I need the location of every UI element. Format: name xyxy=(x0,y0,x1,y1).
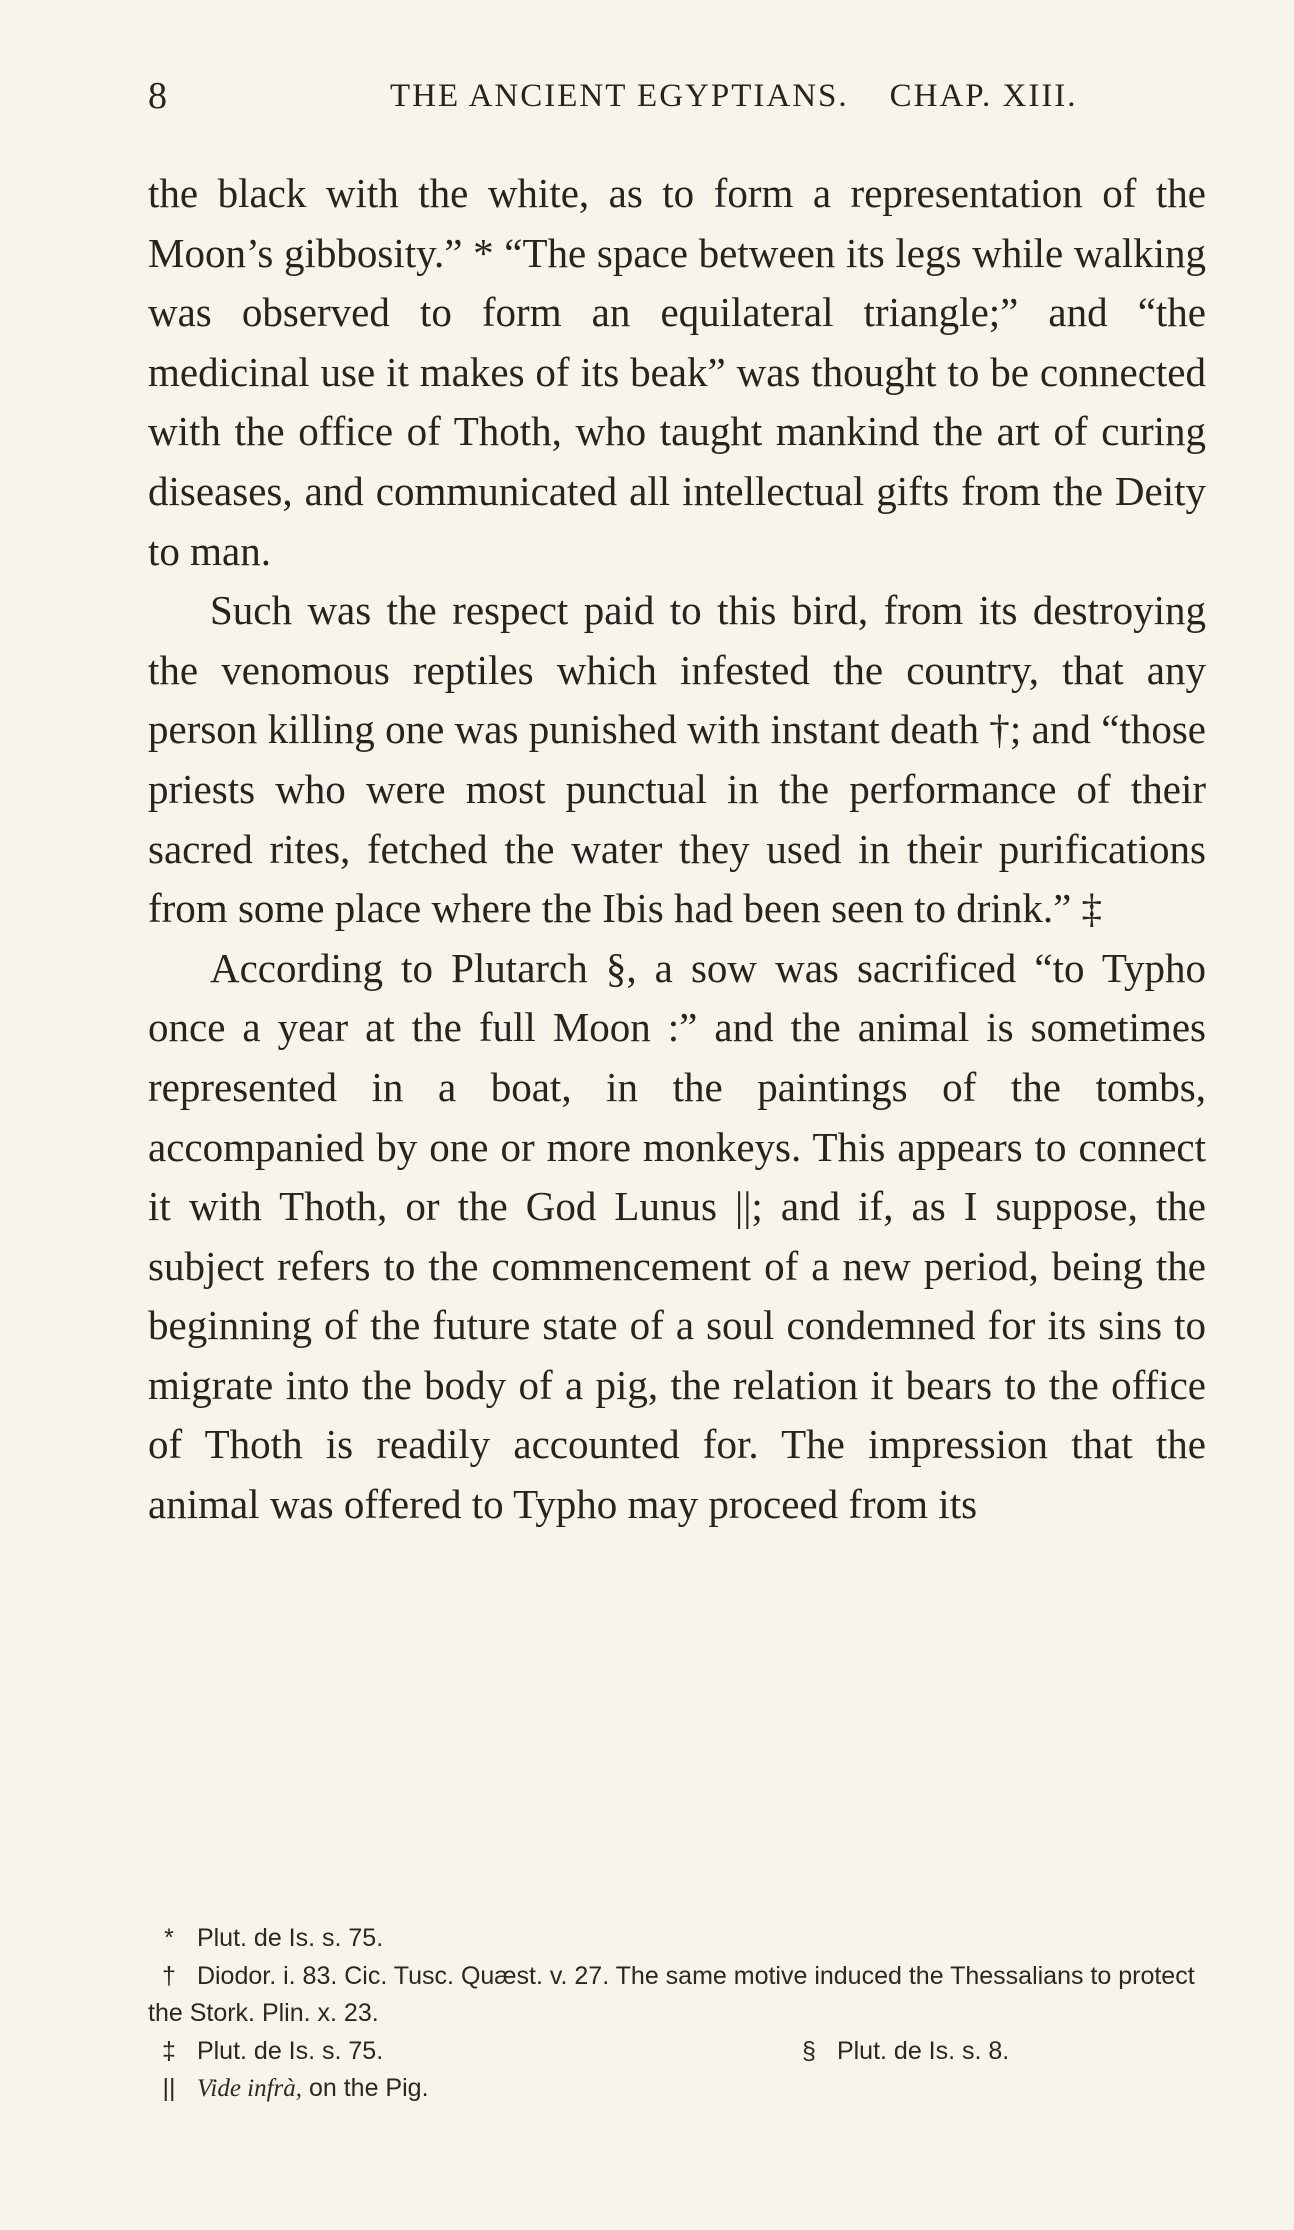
footnote-mark: † xyxy=(162,1961,176,1990)
paragraph: the black with the white, as to form a representation of the Moon’s gibbosity.” * “The space between its legs while walking was observed to form an equilateral triangle;” and “the medicinal use it makes of its beak” was thought to be connected with the office of Thoth, who taught mankind the art of curing diseases, and communicated all intellectual gifts from the Deity to man. xyxy=(148,170,1206,574)
footnote-text: Diodor. i. 83. Cic. Tusc. Quæst. v. 27. The same motive induced the Thessalians to protect the Stork. Plin. x. 23. xyxy=(148,1961,1195,2027)
paragraph: Such was the respect paid to this bird, from its destroying the venomous reptiles which infested the country, that any person killing one was punished with instant death †; and “those priests who were most punctual in the performance of their sacred rites, fetched the water they used in their purifications from some place where the Ibis had been seen to drink.” ‡ xyxy=(148,587,1206,932)
footnote-pair xyxy=(148,2033,1206,2071)
footnote xyxy=(148,1958,1206,2033)
footnote-text: Plut. de Is. s. 8. xyxy=(836,2036,1010,2065)
running-head xyxy=(148,74,1206,124)
body-text xyxy=(148,164,1206,1535)
footnote xyxy=(148,1920,1206,1958)
footnote xyxy=(148,2070,1206,2108)
footnote-text: Plut. de Is. s. 75. xyxy=(196,1924,384,1952)
footnote xyxy=(148,2033,788,2071)
footnote-mark: ‡ xyxy=(162,2036,176,2065)
footnote-italic-text: Vide infrà, xyxy=(196,2075,303,2102)
paragraph: According to Plutarch §, a sow was sacrificed “to Typho once a year at the full Moon :” and the animal is sometimes represented in a boat, in the paintings of the tombs, accompanied by one or more monkeys. This appears to connect it with Thoth, or the God Lunus ||; and if, as I suppose, the subject refers to the commencement of a new period, being the beginning of the future state of a soul condemned for its sins to migrate into the body of a pig, the relation it bears to the office of Thoth is readily accounted for. The impression that the animal was offered to Typho may proceed from its xyxy=(148,944,1206,1528)
footnote-text: Plut. de Is. s. 75. xyxy=(196,2036,384,2065)
footnote-mark: || xyxy=(162,2074,176,2102)
footnotes xyxy=(148,1920,1206,2108)
footnote xyxy=(788,2033,1009,2071)
footnote-mark: * xyxy=(164,1924,174,1952)
footnote-mark: § xyxy=(802,2036,816,2065)
page-number: 8 xyxy=(148,75,169,117)
footnote-text: on the Pig. xyxy=(308,2074,429,2102)
running-title: THE ANCIENT EGYPTIANS. CHAP. XIII. xyxy=(390,78,1078,114)
